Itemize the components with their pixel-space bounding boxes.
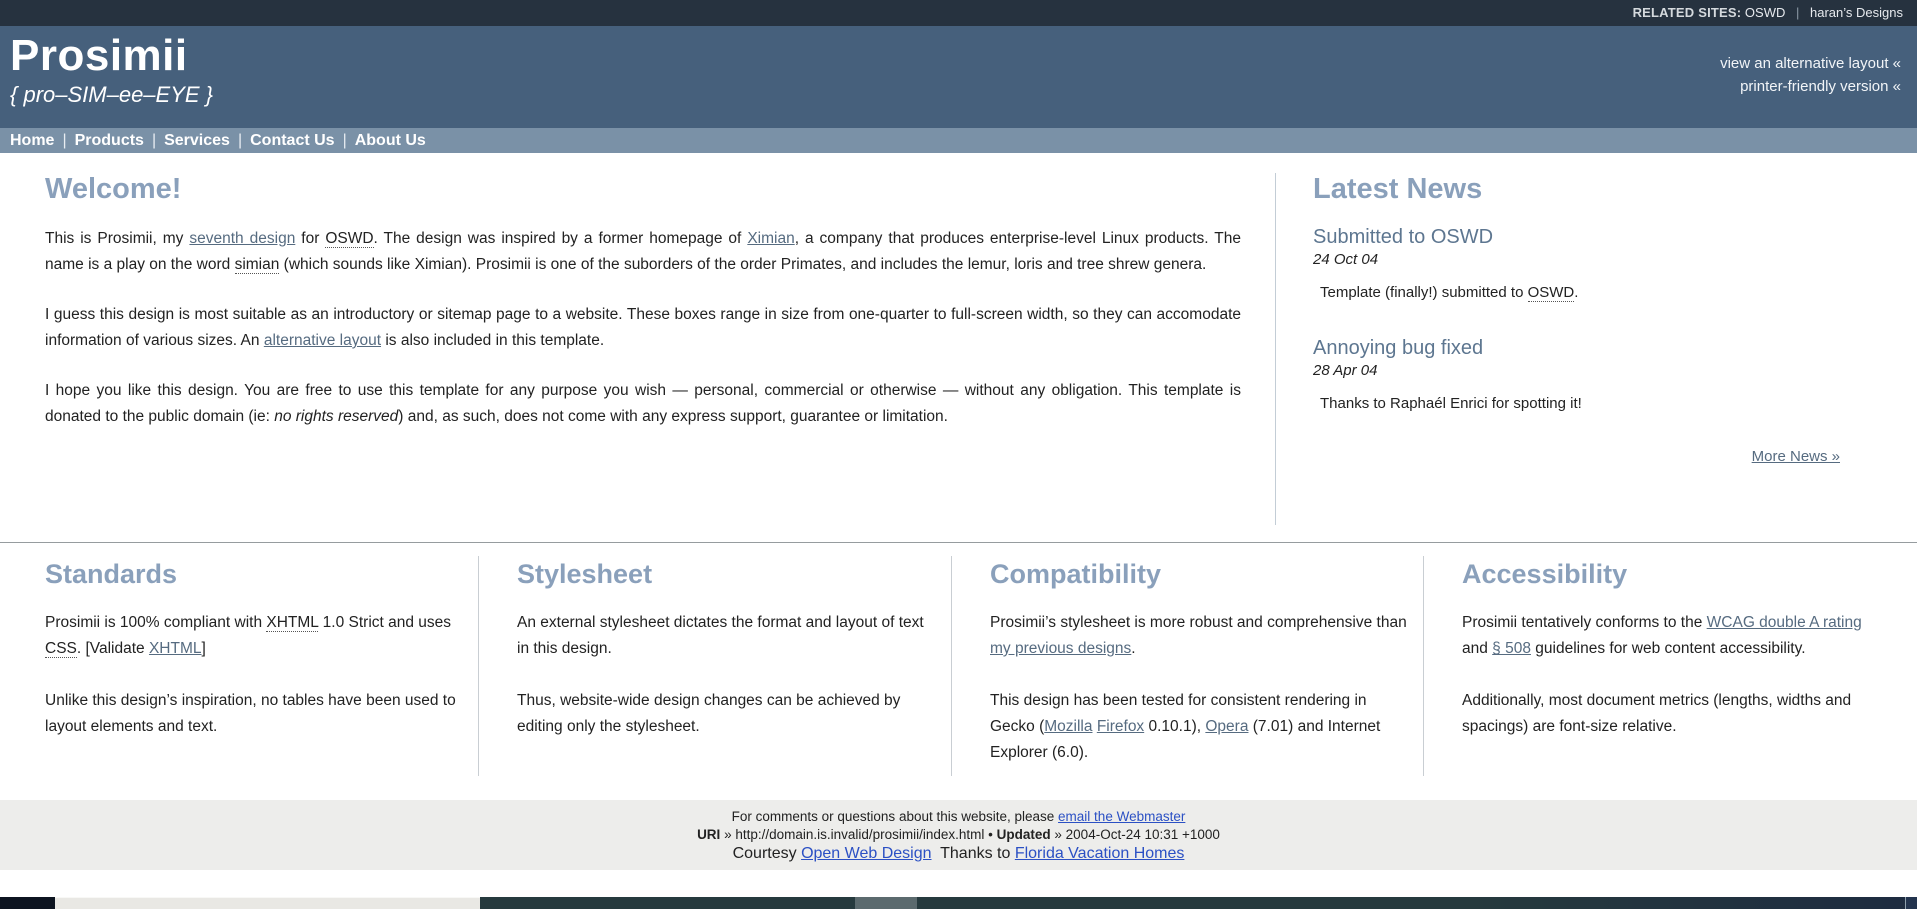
main-nav	[0, 128, 1917, 153]
footer-line-uri: URI » http://domain.is.invalid/prosimii/index.html • Updated » 2004-Oct-24 10:31 +1000	[697, 827, 1220, 842]
columns-section	[0, 543, 1917, 799]
footer-line-credits: Courtesy Open Web Design Thanks to Florida Vacation Homes	[732, 845, 1185, 862]
related-separator: |	[1796, 5, 1800, 20]
nav-separator: |	[237, 132, 243, 149]
inline-link[interactable]: alternative layout	[263, 332, 382, 349]
column-accessibility	[1462, 543, 1872, 766]
abbr-term: CSS	[45, 640, 77, 657]
news-heading: Latest News	[1313, 173, 1483, 205]
welcome-section	[45, 173, 1241, 454]
column-paragraph: This design has been tested for consistent rendering in Gecko (Mozilla Firefox 0.10.1), Opera (7.01) and Internet Explorer (6.0).	[990, 692, 1381, 761]
inline-link[interactable]: Mozilla	[1044, 718, 1093, 735]
inline-link[interactable]: seventh design	[189, 230, 296, 247]
abbr-term: OSWD	[1527, 284, 1575, 301]
inline-link[interactable]: § 508	[1492, 640, 1531, 657]
inline-link[interactable]: Open Web Design	[801, 845, 932, 862]
related-link-harans-designs[interactable]: haran’s Designs	[1810, 5, 1903, 20]
column-paragraph: An external stylesheet dictates the format and layout of text in this design.	[517, 614, 924, 657]
column-heading: Accessibility	[1462, 559, 1628, 589]
nav-separator: |	[151, 132, 157, 149]
column-paragraph: Thus, website-wide design changes can be achieved by editing only the stylesheet.	[517, 692, 901, 735]
header-links	[1720, 52, 1901, 98]
column-heading: Standards	[45, 559, 178, 589]
abbr-term: OSWD	[325, 230, 374, 247]
abbr-term: simian	[234, 256, 280, 273]
column-paragraph: Prosimii’s stylesheet is more robust and comprehensive than my previous designs.	[990, 614, 1407, 657]
inline-link[interactable]: WCAG double A rating	[1706, 614, 1862, 631]
site-tagline: { pro–SIM–ee–EYE }	[10, 82, 214, 107]
more-news-link[interactable]: More News »	[1751, 448, 1840, 465]
nav-separator: |	[342, 132, 347, 149]
more-news	[1313, 448, 1840, 465]
inline-link[interactable]: Ximian	[747, 230, 795, 247]
taskbar-tray-segment	[1905, 897, 1917, 909]
alternative-layout-link[interactable]: view an alternative layout «	[1720, 55, 1901, 72]
column-divider	[951, 556, 952, 776]
abbr-term: XHTML	[266, 614, 319, 631]
nav-item-services[interactable]: Services	[164, 132, 230, 149]
inline-link[interactable]: Opera	[1205, 718, 1249, 735]
column-compatibility	[990, 543, 1410, 792]
column-heading: Compatibility	[990, 559, 1162, 589]
inline-link[interactable]: Florida Vacation Homes	[1014, 845, 1185, 862]
news-section	[1313, 173, 1840, 465]
main-content	[0, 153, 1917, 542]
news-item-body: Template (finally!) submitted to OSWD.	[1320, 284, 1579, 301]
column-paragraph: Additionally, most document metrics (lengths, widths and spacings) are font-size relative.	[1462, 692, 1852, 735]
news-item-date: 28 Apr 04	[1313, 362, 1378, 379]
nav-separator: |	[62, 132, 67, 149]
taskbar	[0, 897, 1917, 909]
related-link-oswd[interactable]: OSWD	[1744, 5, 1786, 20]
taskbar-active-button[interactable]	[55, 897, 480, 909]
site-header	[0, 26, 1917, 128]
footer-line-comments: For comments or questions about this website, please email the Webmaster	[731, 809, 1186, 824]
column-divider	[478, 556, 479, 776]
column-heading: Stylesheet	[517, 559, 653, 589]
related-sites-label: RELATED SITES:	[1632, 5, 1742, 20]
welcome-paragraph-2: I guess this design is most suitable as an introductory or sitemap page to a website. These boxes range in size from one-quarter to full-screen width, so they can accomodate information of various sizes. An alternative layout is also included in this template.	[45, 306, 1241, 349]
column-standards	[45, 543, 465, 766]
nav-item-products[interactable]: Products	[74, 132, 144, 149]
related-bar	[0, 0, 1917, 26]
nav-item-contact-us[interactable]: Contact Us	[250, 132, 335, 149]
welcome-paragraph-1: This is Prosimii, my seventh design for OSWD. The design was inspired by a former homepage of Ximian, a company that produces enterprise-level Linux products. The name is a play on the word simian (which sounds like Ximian). Prosimii is one of the suborders of the order Primates, and includes the lemur, loris and tree shrew genera.	[45, 230, 1241, 273]
printer-friendly-link[interactable]: printer-friendly version «	[1740, 78, 1901, 95]
column-paragraph: Prosimii tentatively conforms to the WCAG double A rating and § 508 guidelines for web content accessibility.	[1462, 614, 1862, 657]
news-item-title: Annoying bug fixed	[1313, 337, 1484, 359]
site-brand	[10, 32, 213, 108]
content-divider	[1275, 173, 1276, 525]
inline-link[interactable]: Firefox	[1096, 718, 1145, 735]
nav-item-home[interactable]: Home	[10, 132, 55, 149]
column-stylesheet	[517, 543, 937, 766]
italic-text: no rights reserved	[274, 408, 399, 425]
news-item-title: Submitted to OSWD	[1313, 226, 1494, 248]
news-item-body: Thanks to Raphaél Enrici for spotting it!	[1320, 395, 1582, 412]
inline-link[interactable]: my previous designs	[990, 640, 1132, 657]
news-item	[1313, 226, 1840, 301]
news-item-date: 24 Oct 04	[1313, 251, 1379, 268]
taskbar-segment	[917, 897, 1905, 909]
taskbar-start-segment[interactable]	[0, 897, 55, 909]
bold-text: Updated	[996, 827, 1051, 842]
nav-item-about-us[interactable]: About Us	[354, 132, 426, 149]
inline-link[interactable]: email the Webmaster	[1058, 809, 1186, 824]
site-title: Prosimii	[10, 31, 188, 80]
inline-link[interactable]: XHTML	[148, 640, 202, 657]
news-item	[1313, 337, 1840, 412]
welcome-paragraph-3: I hope you like this design. You are free to use this template for any purpose you wish — personal, commercial or otherwise — without any obligation. This template is donated to the public domain (ie: no rights reserved) and, as such, does not come with any express support, guarantee or limitation.	[45, 382, 1241, 425]
welcome-heading: Welcome!	[45, 173, 182, 205]
column-divider	[1423, 556, 1424, 776]
page-footer	[0, 800, 1917, 870]
taskbar-button[interactable]	[855, 897, 917, 909]
column-paragraph: Unlike this design’s inspiration, no tables have been used to layout elements and text.	[45, 692, 456, 735]
bold-text: URI	[697, 827, 721, 842]
column-paragraph: Prosimii is 100% compliant with XHTML 1.0 Strict and uses CSS. [Validate XHTML]	[45, 614, 452, 657]
